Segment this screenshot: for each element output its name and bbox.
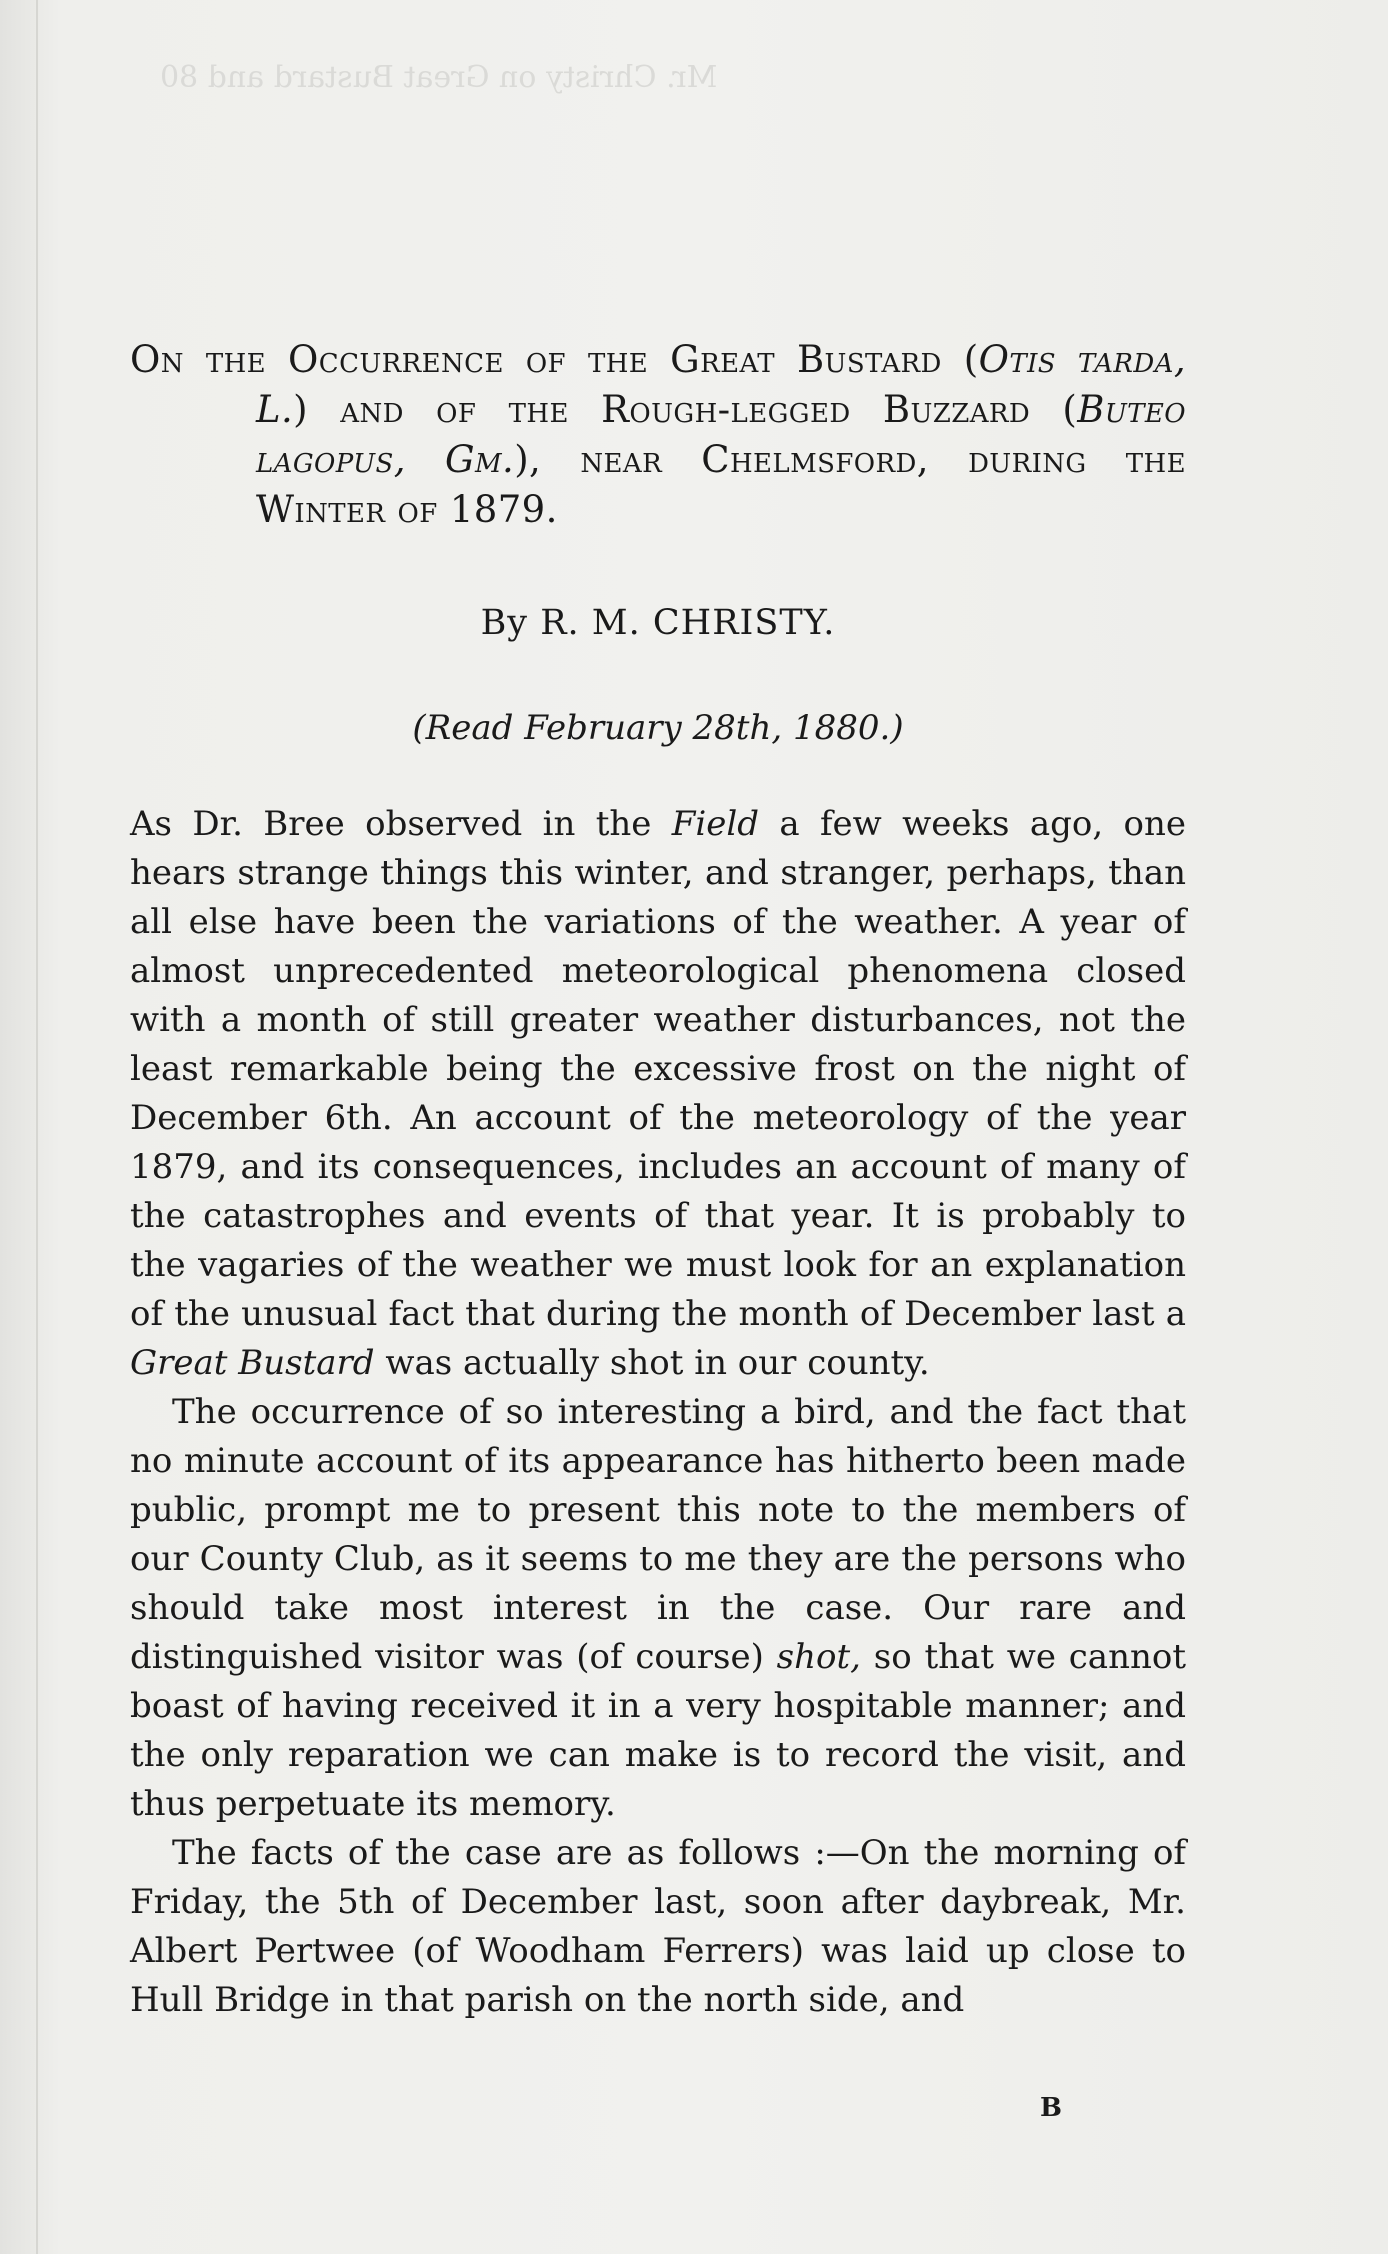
paragraph-2-part-b: so that we cannot boast of having received it in a very hospitable manner; and the only reparation we can make is to record the visit, and thus perpetuate its memory. (130, 1637, 1186, 1824)
article-title (130, 335, 1186, 535)
title-line-3-italic: lagopus, Gm. (256, 438, 515, 481)
paragraph-1-bustard-italic: Great Bustard (130, 1343, 375, 1383)
title-line-4: Winter of 1879. (256, 488, 558, 531)
article-body (130, 800, 1186, 2025)
paragraph-1-part-a: As Dr. Bree observed in the (130, 804, 672, 844)
page-binding-edge (36, 0, 38, 2254)
paragraph-3: The facts of the case are as follows :—On the morning of Friday, the 5th of December last, soon after daybreak, Mr. Albert Pertwee (of Woodham Ferrers) was laid up close to Hull Bridge in that parish on the north side, and (130, 1833, 1186, 2020)
title-line-2-italic-end: Buteo (1077, 388, 1186, 431)
title-line-2 (130, 385, 1186, 435)
signature-mark: B (1040, 2093, 1063, 2123)
bleed-through-header: Mr. Christy on Great Bustard and 80 (160, 60, 718, 95)
title-line-3 (130, 435, 1186, 485)
paragraph-1-part-c: was actually shot in our county. (374, 1343, 930, 1383)
title-line-1-italic: Otis tarda, (978, 338, 1186, 381)
title-line-3-text: ), near Chelmsford, during the (514, 438, 1186, 481)
title-line-1 (130, 335, 1186, 385)
title-line-2-text: ) and of the Rough-legged Buzzard ( (293, 388, 1078, 431)
paragraph-2-part-a: The occurrence of so interesting a bird, and the fact that no minute account of its appearance has hitherto been made public, prompt me to present this note to the members of our County Club, as it seems to me they are the persons who should take most interest in the case. Our rare and distinguished visitor was (of course) (130, 1392, 1186, 1677)
paragraph-1 (130, 800, 1186, 1388)
author-byline: By R. M. CHRISTY. (480, 603, 836, 643)
title-line-2-italic-start: L. (256, 388, 294, 431)
paragraph-1-part-b: a few weeks ago, one hears strange things this winter, and stranger, perhaps, than all else have been the variations of the weather. A year of almost unprecedented meteorological phenomena closed with a month of still greater weather disturbances, not the least remarkable being the excessive frost on the night of December 6th. An account of the meteorology of the year 1879, and its consequences, includes an account of many of the catastrophes and events of that year. It is probably to the vagaries of the weather we must look for an explanation of the unusual fact that during the month of December last a (130, 804, 1186, 1334)
paragraph-2 (130, 1388, 1186, 1829)
paragraph-1-field-italic: Field (671, 804, 759, 844)
title-line-1-text: On the Occurrence of the Great Bustard ( (130, 338, 979, 381)
paragraph-2-shot-italic: shot, (776, 1637, 861, 1677)
read-date: (Read February 28th, 1880.) (412, 708, 904, 748)
